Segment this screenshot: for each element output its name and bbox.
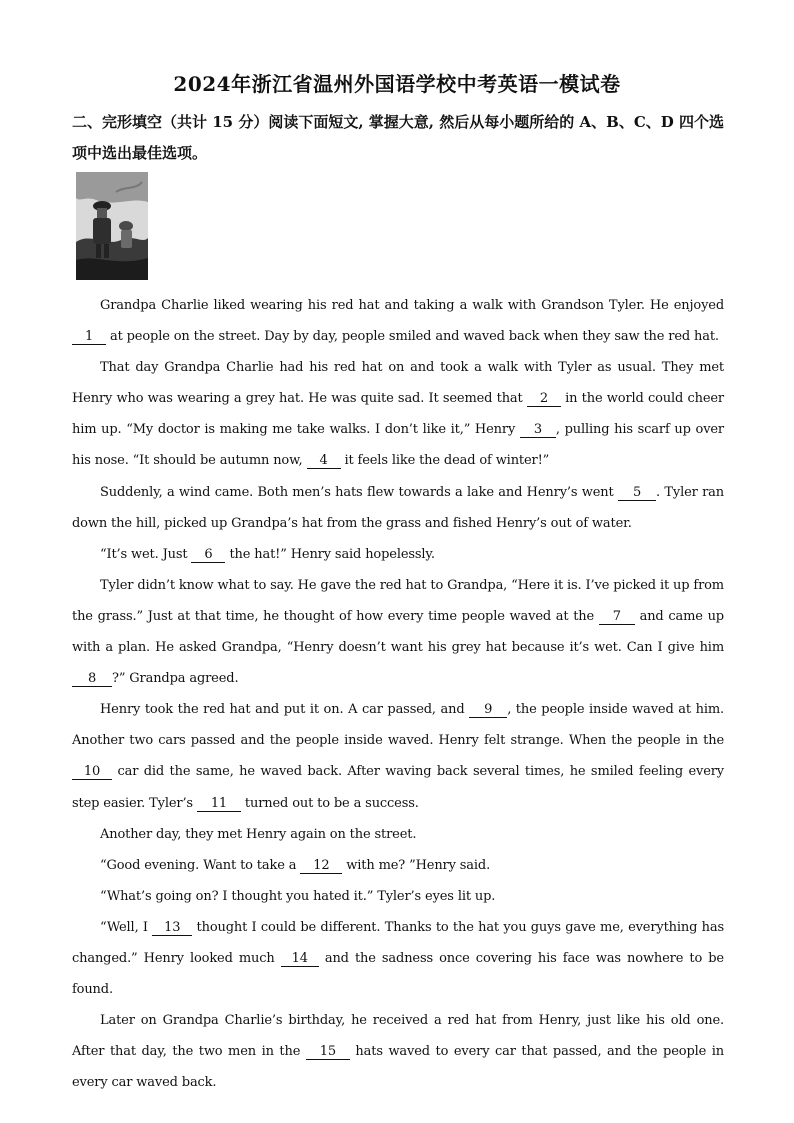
paragraph-7: Another day, they met Henry again on the street.	[100, 826, 417, 842]
section-instructions: 二、完形填空（共计 15 分）阅读下面短文, 掌握大意, 然后从每小题所给的 A、B、C、D 四个选项中选出最佳选项。	[72, 113, 724, 162]
blank-12: 12	[300, 858, 342, 874]
blank-15: 15	[306, 1044, 350, 1060]
paragraph-10: “Well, I 13 thought I could be different. Thanks to the hat you guys gave me, everything has changed.” Henry looked much 14 and the sadness once covering his face was nowhere to be found.	[72, 919, 724, 998]
blank-10: 10	[72, 764, 112, 780]
cloze-passage	[72, 290, 724, 1098]
paragraph-3: Suddenly, a wind came. Both men’s hats flew towards a lake and Henry’s went 5 . Tyler ran down the hill, picked up Grandpa’s hat from the grass and fished Henry’s out of water.	[72, 484, 724, 531]
blank-6: 6	[191, 547, 225, 563]
paragraph-1: Grandpa Charlie liked wearing his red hat and taking a walk with Grandson Tyler. He enjoyed 1 at people on the street. Day by day, people smiled and waved back when they saw the red hat.	[72, 290, 724, 352]
blank-1: 1	[72, 329, 106, 345]
story-illustration	[76, 172, 148, 280]
blank-14: 14	[281, 951, 319, 967]
exam-title: 2024年浙江省温州外国语学校中考英语一模试卷	[173, 72, 621, 96]
blank-9: 9	[469, 702, 507, 718]
paragraph-8: “Good evening. Want to take a 12 with me? ”Henry said.	[100, 857, 491, 873]
paragraph-4: “It’s wet. Just 6 the hat!” Henry said hopelessly.	[100, 546, 435, 562]
blank-2: 2	[527, 391, 561, 407]
blank-5: 5	[618, 485, 656, 501]
paragraph-9: “What’s going on? I thought you hated it.” Tyler’s eyes lit up.	[100, 888, 496, 904]
paragraph-5: Tyler didn’t know what to say. He gave the red hat to Grandpa, “Here it is. I’ve picked it up from the grass.” Just at that time, he thought of how every time people waved at the 7 and came up with a plan. He asked Grandpa, “Henry doesn’t want his grey hat because it’s wet. Can I give him 8 ?” Grandpa agreed.	[72, 577, 724, 687]
blank-7: 7	[599, 609, 635, 625]
blank-4: 4	[307, 453, 341, 469]
paragraph-2: That day Grandpa Charlie had his red hat on and took a walk with Tyler as usual. They met Henry who was wearing a grey hat. He was quite sad. It seemed that 2 in the world could cheer him up. “My doctor is making me take walks. I don’t like it,” Henry 3 , pulling his scarf up over his nose. “It should be autumn now, 4 it feels like the dead of winter!”	[72, 360, 724, 469]
paragraph-11: Later on Grandpa Charlie’s birthday, he received a red hat from Henry, just like his old one. After that day, the two men in the 15 hats waved to every car that passed, and the people in every car waved back.	[72, 1013, 724, 1091]
blank-11: 11	[197, 796, 241, 812]
blank-8: 8	[72, 671, 112, 687]
paragraph-6: Henry took the red hat and put it on. A car passed, and 9 , the people inside waved at him. Another two cars passed and the people inside waved. Henry felt strange. When the people in the 10 car did the same, he waved back. After waving back several times, he smiled feeling every step easier. Tyler’s 11 turned out to be a success.	[72, 702, 724, 811]
blank-13: 13	[152, 920, 192, 936]
blank-3: 3	[520, 422, 556, 438]
